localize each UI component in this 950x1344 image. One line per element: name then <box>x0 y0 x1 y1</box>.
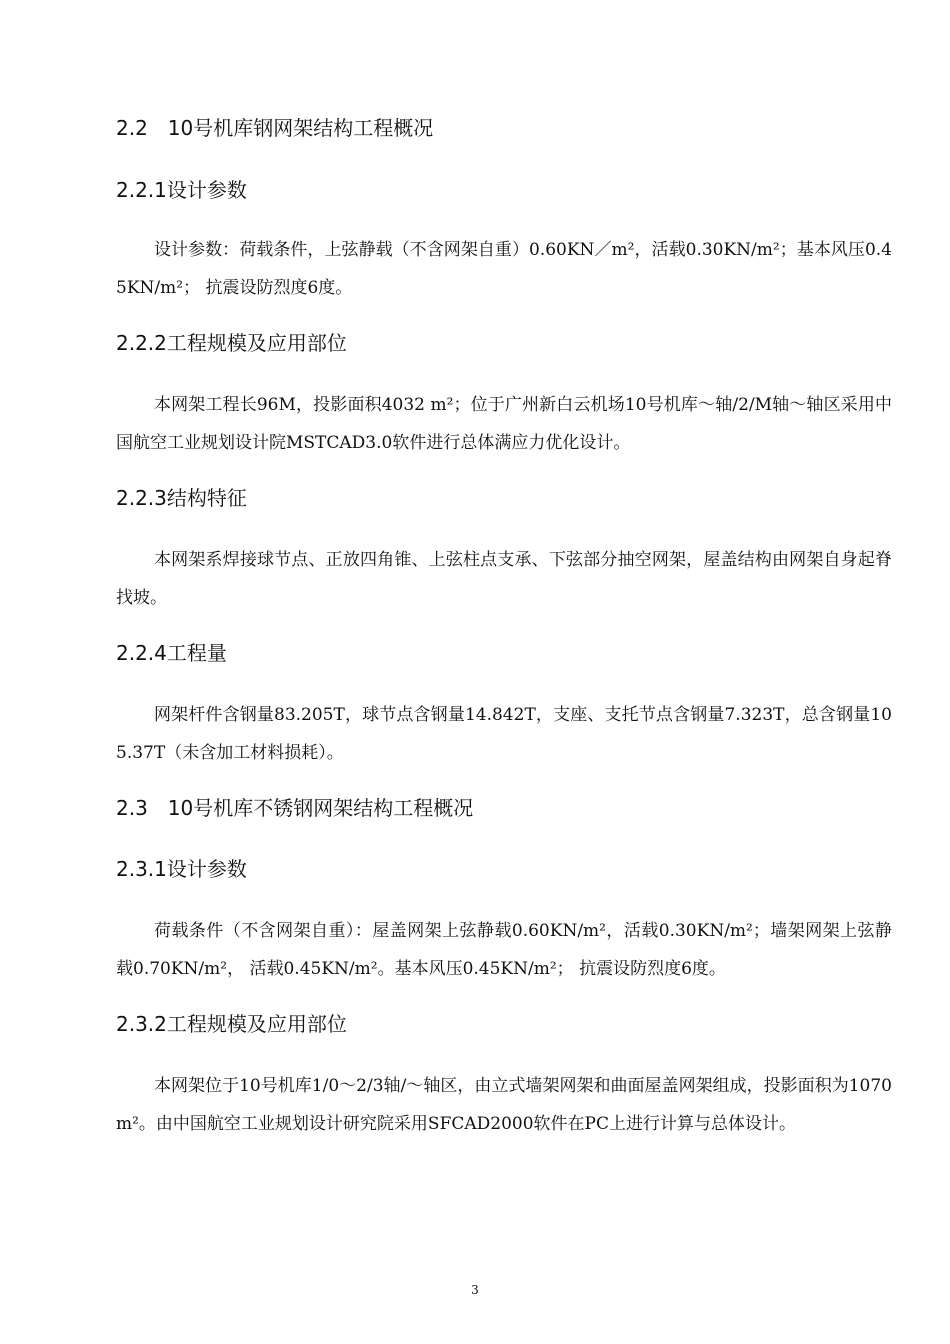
section-heading-2-3-1: 2.3.1设计参数 <box>116 857 247 881</box>
paragraph-2-2-1: 设计参数：荷载条件，上弦静载（不含网架自重）0.60KN／m²，活载0.30KN/m²；基本风压0.45KN/m²； 抗震设防烈度6度。 <box>116 240 892 298</box>
paragraph-2-2-3: 本网架系焊接球节点、正放四角锥、上弦柱点支承、下弦部分抽空网架，屋盖结构由网架自身起脊找坡。 <box>116 550 892 608</box>
paragraph-2-2-4: 网架杆件含钢量83.205T，球节点含钢量14.842T，支座、支托节点含钢量7.323T，总含钢量105.37T（未含加工材料损耗）。 <box>116 705 892 763</box>
section-heading-2-2: 2.2 10号机库钢网架结构工程概况 <box>116 116 434 140</box>
section-heading-2-2-1: 2.2.1设计参数 <box>116 178 247 202</box>
section-heading-2-2-4: 2.2.4工程量 <box>116 641 227 665</box>
page-number: 3 <box>471 1283 479 1297</box>
paragraph-2-2-2: 本网架工程长96M，投影面积4032 m²；位于广州新白云机场10号机库～轴/2/M轴～轴区采用中国航空工业规划设计院MSTCAD3.0软件进行总体满应力优化设计。 <box>116 395 892 453</box>
section-heading-2-3: 2.3 10号机库不锈钢网架结构工程概况 <box>116 796 474 820</box>
paragraph-2-3-1: 荷载条件（不含网架自重）：屋盖网架上弦静载0.60KN/m²，活载0.30KN/m²；墙架网架上弦静载0.70KN/m²， 活载0.45KN/m²。基本风压0.45KN/m²； 抗震设防烈度6度。 <box>116 921 892 979</box>
section-heading-2-2-2: 2.2.2工程规模及应用部位 <box>116 331 347 355</box>
paragraph-2-3-2: 本网架位于10号机库1/0～2/3轴/～轴区，由立式墙架网架和曲面屋盖网架组成，投影面积为1070 m²。由中国航空工业规划设计研究院采用SFCAD2000软件在PC上进行计算与总体设计。 <box>116 1076 892 1134</box>
section-heading-2-3-2: 2.3.2工程规模及应用部位 <box>116 1012 347 1036</box>
section-heading-2-2-3: 2.2.3结构特征 <box>116 486 247 510</box>
